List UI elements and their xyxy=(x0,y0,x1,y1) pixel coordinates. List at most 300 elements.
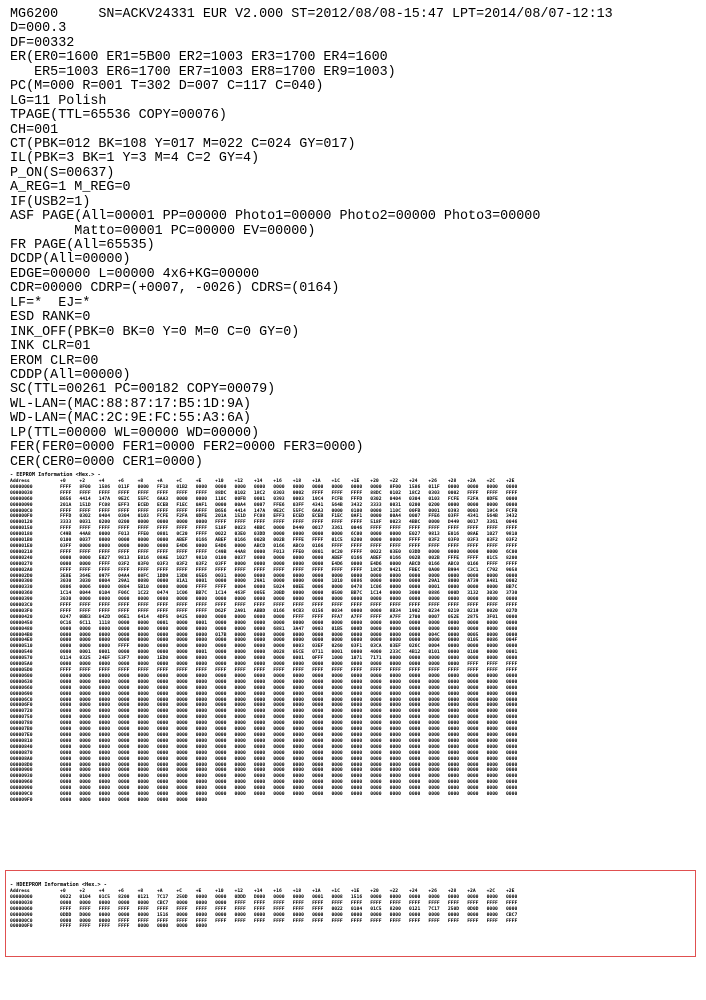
hex-word: 0000 xyxy=(389,715,401,721)
hex-word: 0000 xyxy=(98,732,111,738)
hex-word: 0804 xyxy=(118,585,130,591)
hex-word: 0003 xyxy=(467,508,479,514)
hex-word: FFFE xyxy=(292,538,304,544)
hex-word: 0000 xyxy=(215,579,227,585)
hex-word: 0000 xyxy=(331,738,343,744)
hex-word: 0000 xyxy=(312,912,324,918)
offset-column-header: +16 xyxy=(273,479,282,484)
hex-word: 0000 xyxy=(215,673,227,679)
header-line: ER5=1003 ER6=1700 ER7=1003 ER8=1700 ER9=1003) xyxy=(10,64,396,80)
hex-word: 0000 xyxy=(447,786,460,792)
header-line: P_ON(S=00637) xyxy=(10,165,115,181)
hex-word: 0000 xyxy=(409,721,421,727)
hex-word: 0000 xyxy=(370,673,382,679)
hex-word: 0000 xyxy=(253,697,266,703)
hex-address: 00000270 xyxy=(10,561,33,567)
hex-word: FFFF xyxy=(292,520,304,526)
hex-word: FFFF xyxy=(389,526,401,532)
hex-word: 0000 xyxy=(195,703,208,709)
hex-word: FCFE xyxy=(447,496,460,502)
hex-address: 00000900 xyxy=(10,768,33,774)
hex-word: 0000 xyxy=(234,597,246,603)
hex-address: 00000750 xyxy=(10,715,33,721)
hex-word: 0000 xyxy=(137,756,149,762)
hex-word: 0000 xyxy=(253,626,266,632)
hex-word: 0000 xyxy=(118,691,130,697)
hex-word: 0000 xyxy=(389,709,401,715)
hex-word: 0000 xyxy=(156,774,169,780)
hex-word: 0000 xyxy=(176,732,188,738)
hex-word: 44A8 xyxy=(79,532,91,538)
hex-word: B656 xyxy=(60,496,72,502)
offset-column-header: +1E xyxy=(350,479,360,484)
hex-word: 0000 xyxy=(195,679,208,685)
hex-word: 0000 xyxy=(234,543,246,549)
hex-word: 004F xyxy=(505,638,518,644)
hex-word: FFFF xyxy=(292,900,304,906)
hex-word: 3730 xyxy=(505,591,518,597)
hex-word: 0000 xyxy=(486,549,498,555)
hex-word: 0000 xyxy=(292,738,304,744)
header-line: CH=001 xyxy=(10,122,59,138)
hex-word: 0000 xyxy=(467,679,479,685)
hex-word: 0000 xyxy=(176,709,188,715)
hex-word: FFFF xyxy=(370,603,382,609)
offset-column-header: +1C xyxy=(331,479,340,484)
hex-word: 9058 xyxy=(505,567,518,573)
hex-word: 0000 xyxy=(428,738,440,744)
hex-word: 0000 xyxy=(215,744,227,750)
hex-word: 0000 xyxy=(273,738,285,744)
hex-word: 04A4 xyxy=(118,573,130,579)
hex-word: 0000 xyxy=(234,709,246,715)
hex-word: 0000 xyxy=(409,638,421,644)
eeprom-section-title: - EEPROM Information <Hex.> - xyxy=(10,472,101,478)
hex-word: FFFF xyxy=(467,555,479,561)
hex-word: 0000 xyxy=(292,894,304,900)
hex-word: 4341 xyxy=(312,502,324,508)
hex-word: 110C xyxy=(215,496,227,502)
hex-word: FFFF xyxy=(447,603,460,609)
hex-word: 0000 xyxy=(195,900,208,906)
hex-word: 0000 xyxy=(137,738,149,744)
hex-word: 0156 xyxy=(312,608,324,614)
hex-word: 0000 xyxy=(253,632,266,638)
hex-word: 0000 xyxy=(370,508,382,514)
hex-address: 000002D0 xyxy=(10,573,33,579)
hex-word: FFFF xyxy=(292,918,304,924)
hex-word: 18CD xyxy=(370,567,382,573)
hex-word: 0000 xyxy=(79,691,91,697)
hex-word: FFFF xyxy=(234,567,246,573)
hex-word: 0000 xyxy=(292,691,304,697)
hex-word: 0000 xyxy=(350,750,363,756)
hex-word: 0000 xyxy=(176,697,188,703)
hex-word: 0000 xyxy=(467,703,479,709)
hex-word: 0004 xyxy=(98,579,111,585)
hex-word: FFFF xyxy=(331,520,343,526)
hex-word: 0000 xyxy=(234,638,246,644)
hex-word: 1ED0 xyxy=(156,656,169,662)
hex-word: 0000 xyxy=(505,614,518,620)
hex-word: 0000 xyxy=(447,750,460,756)
hex-word: 0000 xyxy=(409,573,421,579)
hex-word: 0404 xyxy=(98,514,111,520)
hex-word: 0000 xyxy=(370,484,382,490)
hex-word: 3030 xyxy=(60,597,72,603)
hex-word: 0000 xyxy=(156,650,169,656)
hex-word: 0000 xyxy=(292,786,304,792)
hex-word: FFE0 xyxy=(292,549,304,555)
hex-word: FFFF xyxy=(79,549,91,555)
hex-word: FFFF xyxy=(98,508,111,514)
hex-word: 0000 xyxy=(273,526,285,532)
offset-column-header: +24 xyxy=(409,479,418,484)
hex-word: 0000 xyxy=(505,496,518,502)
hex-word: 0000 xyxy=(253,638,266,644)
hex-word: 0000 xyxy=(98,900,111,906)
hex-word: 0000 xyxy=(118,597,130,603)
hex-word: 1C14 xyxy=(370,591,382,597)
hex-word: 0000 xyxy=(79,797,91,803)
hex-address: 000007E0 xyxy=(10,732,33,738)
hex-word: 0000 xyxy=(350,703,363,709)
offset-column-header: +22 xyxy=(389,889,399,894)
hex-word: 0000 xyxy=(370,638,382,644)
hex-word: 0166 xyxy=(350,555,363,561)
hex-word: BB7C xyxy=(505,585,518,591)
offset-column-header: +28 xyxy=(447,889,457,894)
hex-word: 0000 xyxy=(389,597,401,603)
hex-word: 0000 xyxy=(467,656,479,662)
hex-word: 0303 xyxy=(273,490,285,496)
hex-word: 0000 xyxy=(79,750,91,756)
hex-word: 0000 xyxy=(137,924,149,930)
hex-word: ABCD xyxy=(253,543,266,549)
hex-word: 0000 xyxy=(428,780,440,786)
hex-word: 0000 xyxy=(234,484,246,490)
hex-word: 0000 xyxy=(234,715,246,721)
hex-word: 0000 xyxy=(215,644,227,650)
offset-column-header: +2E xyxy=(505,479,515,484)
hex-word: 0000 xyxy=(60,738,72,744)
hex-word: 0000 xyxy=(195,543,208,549)
hex-word: 0000 xyxy=(215,721,227,727)
offset-column-header: +20 xyxy=(370,889,379,894)
hex-word: 29A1 xyxy=(253,579,266,585)
hex-word: 0000 xyxy=(312,744,324,750)
hex-address: 00000600 xyxy=(10,673,33,679)
hex-word: 0000 xyxy=(486,774,498,780)
hex-word: 0000 xyxy=(467,721,479,727)
hex-word: 0000 xyxy=(350,573,363,579)
hex-word: C49B xyxy=(60,532,72,538)
offset-column-header: +10 xyxy=(215,479,224,484)
hex-word: 0000 xyxy=(389,756,401,762)
hex-word: 0000 xyxy=(331,774,343,780)
hex-word: 0000 xyxy=(331,638,343,644)
hex-word: FFA7 xyxy=(331,614,343,620)
hex-word: 0000 xyxy=(253,685,266,691)
hex-word: 2875 xyxy=(467,614,479,620)
hex-word: 0000 xyxy=(79,738,91,744)
offset-column-header: +4 xyxy=(98,889,105,894)
hex-word: 0000 xyxy=(234,744,246,750)
hex-word: 03FF xyxy=(60,543,72,549)
hex-word: 0000 xyxy=(312,762,324,768)
hex-word: C49B xyxy=(215,549,227,555)
hex-word: 0000 xyxy=(409,709,421,715)
hex-word: 0000 xyxy=(467,626,479,632)
hex-word: 0000 xyxy=(428,685,440,691)
hex-address: 000003C0 xyxy=(10,603,33,609)
hex-word: FFFF xyxy=(195,603,208,609)
hex-word: 0000 xyxy=(505,703,518,709)
hex-word: FFFF xyxy=(156,603,169,609)
offset-column-header: +6 xyxy=(118,479,124,484)
hex-word: 1000 xyxy=(331,656,343,662)
hex-word: 0000 xyxy=(389,732,401,738)
hex-word: 0000 xyxy=(156,756,169,762)
hex-word: 0000 xyxy=(234,561,246,567)
offset-column-header: +1E xyxy=(350,889,360,894)
hex-word: 0000 xyxy=(292,715,304,721)
hex-word: 0000 xyxy=(234,774,246,780)
hex-word: FFFD xyxy=(350,496,363,502)
hex-word: 0000 xyxy=(409,691,421,697)
hex-word: 0000 xyxy=(98,538,111,544)
hex-word: 0000 xyxy=(409,579,421,585)
hex-word: 0000 xyxy=(60,703,72,709)
hex-word: 0000 xyxy=(447,549,460,555)
hex-word: 0000 xyxy=(176,900,188,906)
hex-word: 0886 xyxy=(428,591,440,597)
hex-word: 518F xyxy=(370,520,382,526)
hex-word: 0000 xyxy=(428,697,440,703)
hex-word: FFFF xyxy=(195,668,208,673)
hex-word: 0000 xyxy=(234,727,246,733)
hex-word: 0000 xyxy=(79,918,91,924)
hex-address: 00000930 xyxy=(10,774,33,780)
hex-word: 0000 xyxy=(137,750,149,756)
hex-word: FFFF xyxy=(156,918,169,924)
hex-word: FFFF xyxy=(234,900,246,906)
hex-word: FFFF xyxy=(350,567,363,573)
hex-word: 0000 xyxy=(156,780,169,786)
hex-word: FFFF xyxy=(156,608,169,614)
hex-word: 0000 xyxy=(505,626,518,632)
hex-word: 518F xyxy=(215,526,227,532)
hex-word: 3000 xyxy=(409,591,421,597)
hex-word: 0000 xyxy=(505,484,518,490)
hex-word: 0000 xyxy=(215,662,227,668)
hex-word: 0000 xyxy=(486,906,498,912)
hex-word: 0000 xyxy=(389,792,401,798)
hex-word: 0000 xyxy=(447,650,460,656)
hex-word: 564B xyxy=(331,502,343,508)
hex-word: 0000 xyxy=(176,656,188,662)
hex-word: 03F0 xyxy=(137,561,149,567)
hex-word: 0000 xyxy=(370,786,382,792)
hex-word: 0000 xyxy=(409,679,421,685)
hex-word: 0000 xyxy=(505,644,518,650)
offset-column-header: +E xyxy=(195,889,202,894)
hex-word: 0000 xyxy=(98,644,111,650)
hex-word: 0000 xyxy=(156,685,169,691)
hex-word: 0000 xyxy=(156,744,169,750)
hex-word: 0000 xyxy=(273,656,285,662)
hex-word: 0000 xyxy=(389,912,401,918)
hex-word: 0000 xyxy=(370,697,382,703)
hex-word: D449 xyxy=(447,520,460,526)
hex-word: 0000 xyxy=(215,656,227,662)
hex-word: 0000 xyxy=(409,774,421,780)
hex-address: 00000210 xyxy=(10,549,33,555)
hex-word: 0000 xyxy=(409,738,421,744)
hex-word: ABEF xyxy=(331,555,343,561)
hex-word: 002B xyxy=(409,555,421,561)
hex-word: 0000 xyxy=(350,792,363,798)
hex-word: 0000 xyxy=(505,774,518,780)
hex-word: FFFF xyxy=(195,508,208,514)
hex-word: 0000 xyxy=(234,632,246,638)
hex-word: 0000 xyxy=(215,703,227,709)
hex-word: FFFF xyxy=(389,900,401,906)
hex-word: 0007 xyxy=(409,514,421,520)
hex-word: 0000 xyxy=(98,792,111,798)
hex-word: 0000 xyxy=(409,626,421,632)
hex-word: 0000 xyxy=(156,697,169,703)
hex-word: 0801 xyxy=(312,549,324,555)
hex-word: 0000 xyxy=(486,709,498,715)
hex-word: 0000 xyxy=(486,673,498,679)
hex-word: 0000 xyxy=(505,597,518,603)
hex-word: 01C5 xyxy=(331,538,343,544)
offset-column-header: +4 xyxy=(98,479,105,484)
hex-word: 1C06 xyxy=(370,585,382,591)
hex-word: 0000 xyxy=(505,573,518,579)
hex-word: 0000 xyxy=(273,786,285,792)
hex-word: 0000 xyxy=(195,644,208,650)
hex-word: 0000 xyxy=(486,780,498,786)
hex-word: FFFF xyxy=(137,668,149,673)
hex-word: 011F xyxy=(428,484,440,490)
hex-word: 0000 xyxy=(156,768,169,774)
hex-word: 0000 xyxy=(447,768,460,774)
hex-word: 0000 xyxy=(409,703,421,709)
header-line: LP(TTL=00000 WL=00000 WD=00000) xyxy=(10,425,260,441)
hex-address: 00000180 xyxy=(10,532,33,538)
hex-word: 0000 xyxy=(447,703,460,709)
offset-column-header: +26 xyxy=(428,479,437,484)
hex-word: 364E xyxy=(79,573,91,579)
hex-word: 53F7 xyxy=(118,656,130,662)
offset-column-header: +24 xyxy=(409,889,418,894)
hex-word: 0000 xyxy=(486,744,498,750)
hex-word: 011F xyxy=(118,484,130,490)
hex-word: 0000 xyxy=(118,732,130,738)
hex-word: 0000 xyxy=(389,738,401,744)
hdeeprom-section-title: - HDEEPROM Information <Hex.> - xyxy=(10,882,107,888)
hex-word: 0000 xyxy=(60,780,72,786)
hex-word: 03E0 xyxy=(234,532,246,538)
hex-word: 0100 xyxy=(350,508,363,514)
hex-word: 0000 xyxy=(273,894,285,900)
hex-word: 0000 xyxy=(505,750,518,756)
hex-word: 0000 xyxy=(176,721,188,727)
hex-word: 0000 xyxy=(273,620,285,626)
hex-word: 0000 xyxy=(79,673,91,679)
hex-word: 0000 xyxy=(98,786,111,792)
hex-word: 0000 xyxy=(215,691,227,697)
hex-word: 0000 xyxy=(195,638,208,644)
hex-word: 0000 xyxy=(137,709,149,715)
hex-word: FFFF xyxy=(486,543,498,549)
hex-word: D449 xyxy=(292,526,304,532)
hex-word: 0000 xyxy=(370,691,382,697)
hex-word: FFFF xyxy=(253,520,266,526)
hex-word: 0000 xyxy=(253,662,266,668)
hex-word: 0000 xyxy=(234,768,246,774)
hex-word: 0000 xyxy=(176,924,188,930)
hex-word: 0000 xyxy=(486,679,498,685)
hex-word: 9813 xyxy=(428,532,440,538)
hex-word: 0000 xyxy=(60,792,72,798)
hex-word: 0000 xyxy=(195,614,208,620)
hex-word: 1516 xyxy=(156,912,169,918)
hex-word: 0000 xyxy=(447,484,460,490)
hex-word: 0000 xyxy=(156,750,169,756)
hex-word: 0000 xyxy=(79,638,91,644)
hex-word: 0022 xyxy=(215,532,227,538)
hex-word: 0000 xyxy=(292,673,304,679)
hex-word: 0000 xyxy=(486,786,498,792)
offset-column-header: +0 xyxy=(60,479,66,484)
hex-word: 0000 xyxy=(428,662,440,668)
hex-word: 0020 xyxy=(486,608,498,614)
hex-word: 0000 xyxy=(137,538,149,544)
hex-word: 0000 xyxy=(215,756,227,762)
hex-word: E4D6 xyxy=(370,561,382,567)
hex-word: 0000 xyxy=(505,786,518,792)
hex-word: 0000 xyxy=(331,597,343,603)
hex-word: 0000 xyxy=(156,673,169,679)
hex-word: 0003 xyxy=(292,644,304,650)
hex-word: 0000 xyxy=(312,632,324,638)
hex-word: 0000 xyxy=(312,691,324,697)
hex-address: 000000F0 xyxy=(10,924,33,930)
hex-word: FFFF xyxy=(389,918,401,924)
hex-word: 0000 xyxy=(195,715,208,721)
hex-word: 1C22 xyxy=(137,591,149,597)
hex-word: 0000 xyxy=(370,894,382,900)
hex-word: 0000 xyxy=(350,608,363,614)
hex-word: 0000 xyxy=(98,744,111,750)
hex-word: 0219 xyxy=(447,608,460,614)
hex-word: 0000 xyxy=(273,774,285,780)
hex-word: 026C xyxy=(409,644,421,650)
hex-word: 0000 xyxy=(292,792,304,798)
hex-word: FFFF xyxy=(292,906,304,912)
hex-word: 3030 xyxy=(60,579,72,585)
offset-column-header: +1C xyxy=(331,889,340,894)
offset-column-header: +16 xyxy=(273,889,282,894)
hex-word: F1EC xyxy=(331,514,343,520)
hex-word: 0000 xyxy=(118,786,130,792)
hex-word: 0000 xyxy=(486,750,498,756)
hex-word: 0000 xyxy=(331,632,343,638)
hex-word: 0000 xyxy=(137,703,149,709)
